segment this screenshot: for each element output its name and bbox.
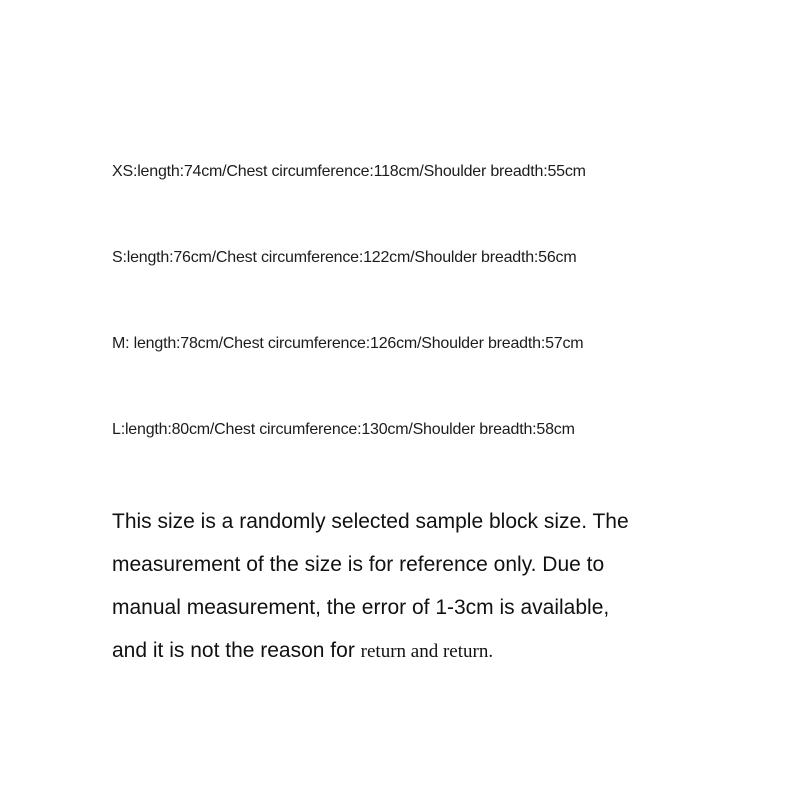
size-row-xs: XS:length:74cm/Chest circumference:118cm/Shoulder breadth:55cm	[112, 163, 586, 180]
disclaimer-line-4-end: return and return.	[360, 641, 494, 662]
disclaimer-line-2: measurement of the size is for reference only. Due to	[112, 553, 605, 576]
size-row-m: M: length:78cm/Chest circumference:126cm/Shoulder breadth:57cm	[112, 335, 584, 352]
measurement-disclaimer	[112, 500, 752, 673]
size-row-l: L:length:80cm/Chest circumference:130cm/Shoulder breadth:58cm	[112, 421, 575, 438]
disclaimer-line-4	[112, 629, 752, 673]
size-row-s: S:length:76cm/Chest circumference:122cm/Shoulder breadth:56cm	[112, 249, 577, 266]
disclaimer-line-1: This size is a randomly selected sample block size. The	[112, 510, 629, 533]
disclaimer-line-4-start: and it is not the reason for	[112, 639, 361, 662]
disclaimer-line-3: manual measurement, the error of 1-3cm is available,	[112, 596, 610, 619]
